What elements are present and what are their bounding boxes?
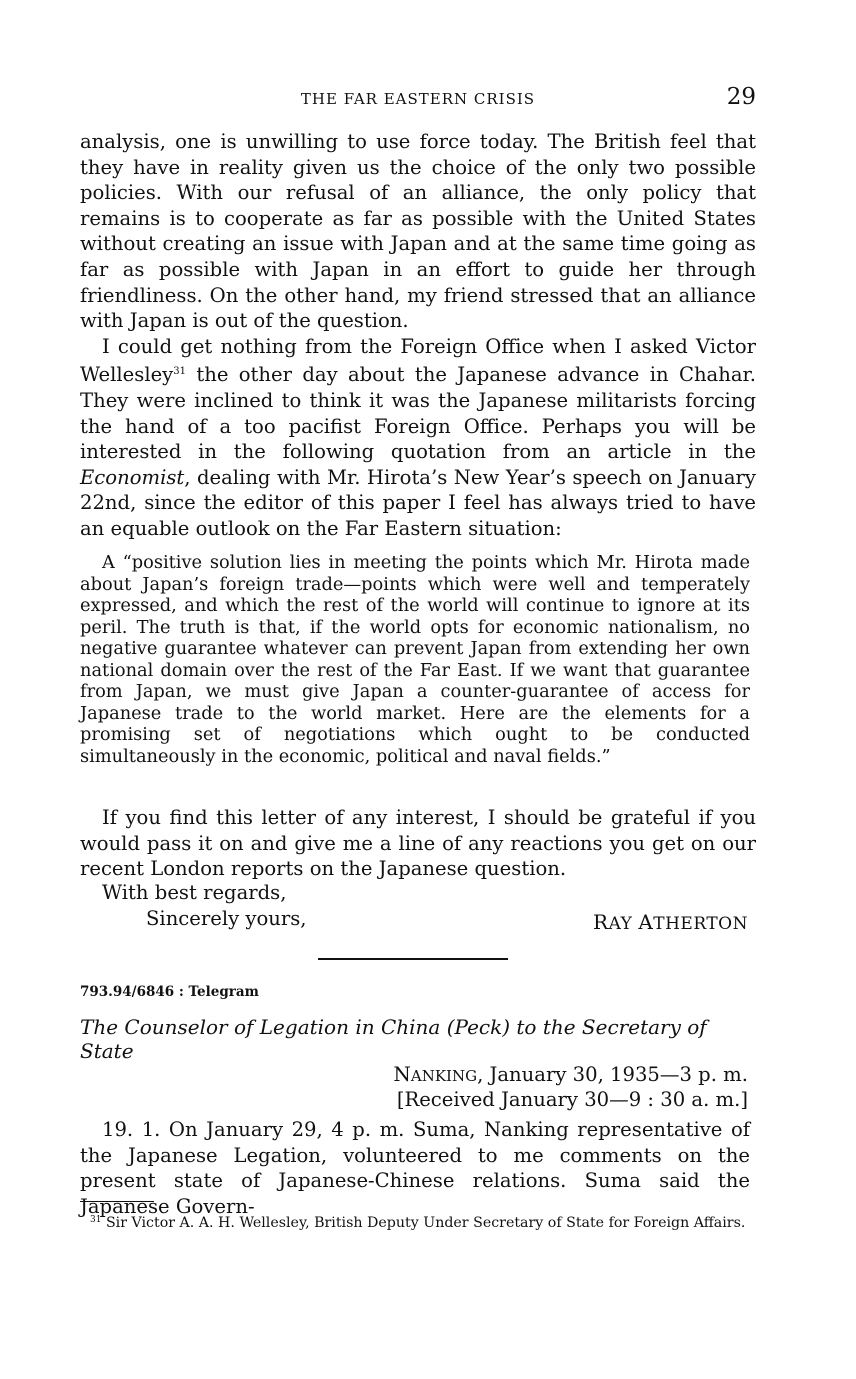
document-title: The Counselor of Legation in China (Peck) to the Secretary of State bbox=[80, 1015, 707, 1063]
block-quote bbox=[80, 552, 750, 767]
letter-closing-paragraph bbox=[80, 805, 756, 882]
page-number: 29 bbox=[726, 84, 756, 110]
paragraph-2-text-a: I could get nothing from the Foreign Office when I asked Victor Wellesley bbox=[80, 334, 756, 387]
footnote-text: Sir Victor A. A. H. Wellesley, British Deputy Under Secretary of State for Foreign Affairs. bbox=[101, 1215, 746, 1231]
document-reference: 793.94/6846 : Telegram bbox=[80, 984, 259, 1000]
footnote-number: 31 bbox=[90, 1215, 102, 1225]
letter-paragraph-3: If you find this letter of any interest, I should be grateful if you would pass it on and give me a line of any reactions you get on our recent London reports on the Japanese question. bbox=[80, 806, 756, 881]
dateline: NANKING, January 30, 1935—3 p. m. bbox=[393, 1062, 748, 1086]
paragraph-2-text-b: the other day about the Japanese advance in Chahar. They were inclined to think it was the Japanese militarists forcing the hand of a too pacifist Foreign Office. Perhaps you will be interested in the following quotation from an article in the bbox=[80, 363, 756, 464]
letter-paragraph-1: analysis, one is unwilling to use force today. The British feel that they have in reality given us the choice of the only two possible policies. With our refusal of an alliance, the only policy that remains is to cooperate as far as possible with the United States without creating an issue with Japan and at the same time going as far as possible with Japan in an effort to guide her through friendliness. On the other hand, my friend stressed that an alliance with Japan is out of the question. bbox=[80, 130, 756, 333]
footnote-marker: 31 bbox=[173, 366, 186, 378]
footnote bbox=[80, 1212, 750, 1232]
publication-title: Economist bbox=[80, 465, 185, 489]
letter-paragraph-2 bbox=[80, 334, 756, 542]
quote-text: A “positive solution lies in meeting the points which Mr. Hirota made about Japan’s foreign trade—points which were well and temperately expressed, and which the rest of the world will continue to ignore at its peril. The truth is that, if the world opts for economic nationalism, no negative guarantee whatever can prevent Japan from extending her own national domain over the rest of the Far East. If we want that guarantee from Japan, we must give Japan a counter-guarantee of access for Japanese trade to the world market. Here are the elements for a promising set of negotiations which ought to be conducted simultaneously in the economic, political and naval fields.” bbox=[80, 552, 750, 767]
running-title: THE FAR EASTERN CRISIS bbox=[300, 90, 536, 108]
section-divider bbox=[318, 958, 508, 960]
received-line: [Received January 30—9 : 30 a. m.] bbox=[396, 1088, 748, 1111]
sign-off: Sincerely yours, bbox=[146, 907, 307, 930]
closing-regards: With best regards, bbox=[102, 881, 287, 904]
telegram-body bbox=[80, 1117, 750, 1219]
paragraph-2-text-c: , dealing with Mr. Hirota’s New Year’s speech on January 22nd, since the editor of this paper I feel has always tried to have an equable outlook on the Far Eastern situation: bbox=[80, 465, 756, 540]
signature-name: RAY ATHERTON bbox=[593, 910, 748, 934]
letter-body bbox=[80, 129, 756, 542]
page-header bbox=[80, 84, 756, 114]
footnote-rule bbox=[80, 1201, 154, 1202]
telegram-paragraph: 19. 1. On January 29, 4 p. m. Suma, Nanking representative of the Japanese Legation, volunteered to me comments on the present state of Japanese-Chinese relations. Suma said the Japanese Govern- bbox=[80, 1118, 750, 1218]
